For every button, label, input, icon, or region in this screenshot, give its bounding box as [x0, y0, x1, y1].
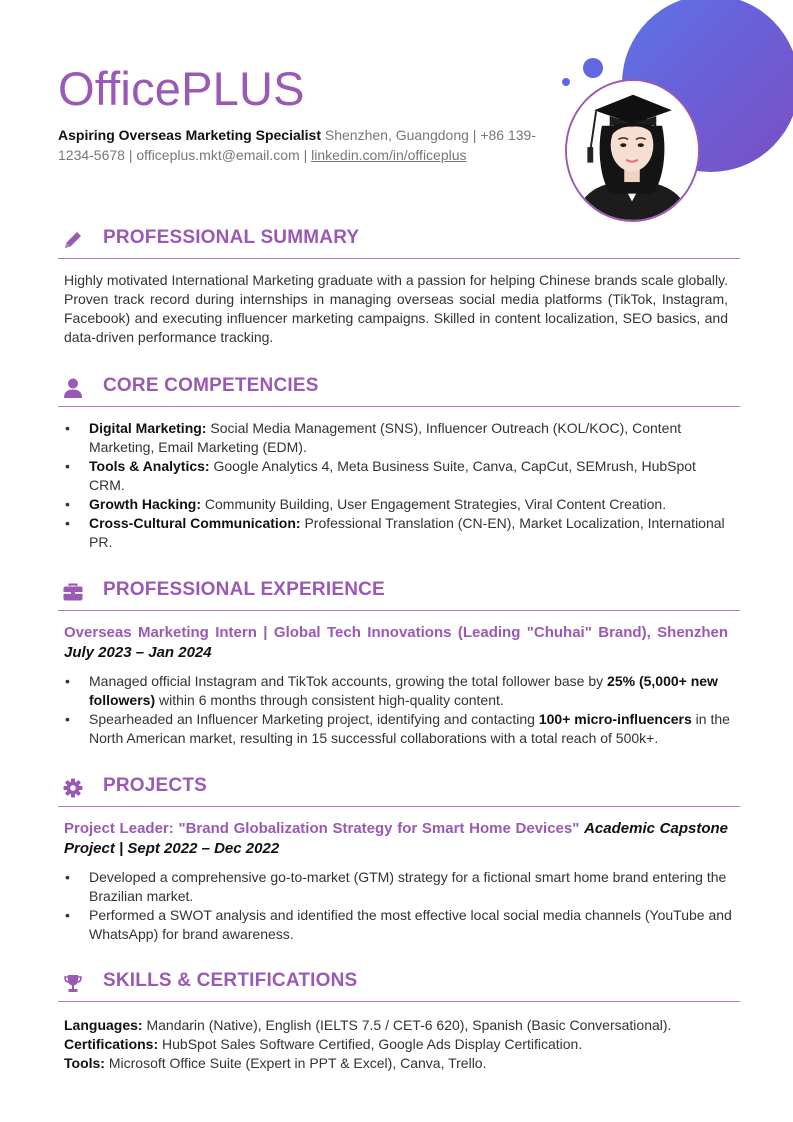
skills-languages: Languages: Mandarin (Native), English (IELTS 7.5 / CET-6 620), Spanish (Basic Conversational).: [64, 1017, 672, 1033]
section-title: PROJECTS: [103, 775, 208, 796]
linkedin-link[interactable]: linkedin.com/in/officeplus: [311, 147, 467, 163]
section-header-experience: [58, 573, 740, 611]
skills-block: [64, 1016, 744, 1073]
pencil-icon: [62, 229, 84, 251]
decor-circle-small: [562, 78, 570, 86]
experience-list: [64, 672, 732, 748]
skills-certifications: Certifications: HubSpot Sales Software Certified, Google Ads Display Certification.: [64, 1036, 583, 1052]
section-title: CORE COMPETENCIES: [103, 375, 319, 396]
section-title: PROFESSIONAL EXPERIENCE: [103, 579, 385, 600]
graduate-portrait-illustration: [567, 81, 698, 220]
projects-list: [64, 868, 732, 944]
summary-text: Highly motivated International Marketing graduate with a passion for helping Chinese brands scale globally. Proven track record during internships in managing overseas social media platforms (TikTok, Instagram, Facebook) and executing influencer marketing campaigns. Skilled in content localization, SEO basics, and data-driven performance tracking.: [64, 272, 728, 345]
section-title: SKILLS & CERTIFICATIONS: [103, 970, 358, 991]
job-date: July 2023 – Jan 2024: [64, 644, 212, 661]
contact-line: [58, 125, 538, 165]
contact-separator: |: [299, 147, 312, 163]
section-header-skills: [58, 964, 740, 1002]
email-address[interactable]: officeplus.mkt@email.com: [136, 147, 300, 163]
decor-circle-medium: [583, 58, 603, 78]
list-item: • Cross-Cultural Communication: Professional Translation (CN-EN), Market Localization, International PR.: [64, 514, 732, 552]
user-icon: [62, 377, 84, 399]
list-item: • Tools & Analytics: Google Analytics 4, Meta Business Suite, Canva, CapCut, SEMrush, HubSpot CRM.: [64, 457, 732, 495]
location-phone: Shenzhen, Guangdong | +86 139-1234-5678 |: [58, 127, 536, 163]
job-title: Overseas Marketing Intern | Global Tech Innovations (Leading "Chuhai" Brand), Shenzhen July 2023 – Jan 2024: [64, 624, 728, 661]
list-item: • Developed a comprehensive go-to-market (GTM) strategy for a fictional smart home brand entering the Brazilian market.: [64, 868, 732, 906]
list-item: • Spearheaded an Influencer Marketing project, identifying and contacting 100+ micro-influencers in the North American market, resulting in 15 successful collaborations with a total reach of 500k+.: [64, 710, 732, 748]
section-title: PROFESSIONAL SUMMARY: [103, 227, 360, 248]
section-header-summary: [58, 221, 740, 259]
list-item: • Growth Hacking: Community Building, User Engagement Strategies, Viral Content Creation.: [64, 495, 732, 514]
project-meta: Academic Capstone Project | Sept 2022 – Dec 2022: [64, 820, 728, 857]
list-item: • Performed a SWOT analysis and identified the most effective local social media channels (YouTube and WhatsApp) for brand awareness.: [64, 906, 732, 944]
profile-photo: [565, 79, 700, 222]
brand-name: OfficePLUS: [58, 62, 305, 115]
skills-tools: Tools: Microsoft Office Suite (Expert in PPT & Excel), Canva, Trello.: [64, 1055, 487, 1071]
section-header-projects: [58, 769, 740, 807]
list-item: • Digital Marketing: Social Media Management (SNS), Influencer Outreach (KOL/KOC), Content Marketing, Email Marketing (EDM).: [64, 419, 732, 457]
project-title: Project Leader: "Brand Globalization Strategy for Smart Home Devices" Academic Capstone Project | Sept 2022 – Dec 2022: [64, 820, 728, 857]
trophy-icon: [62, 972, 84, 994]
briefcase-icon: [62, 581, 84, 603]
competencies-list: [64, 419, 732, 552]
section-header-competencies: [58, 369, 740, 407]
gear-icon: [62, 777, 84, 799]
target-role: Aspiring Overseas Marketing Specialist: [58, 127, 321, 143]
list-item: • Managed official Instagram and TikTok accounts, growing the total follower base by 25% (5,000+ new followers) within 6 months through consistent high-quality content.: [64, 672, 732, 710]
